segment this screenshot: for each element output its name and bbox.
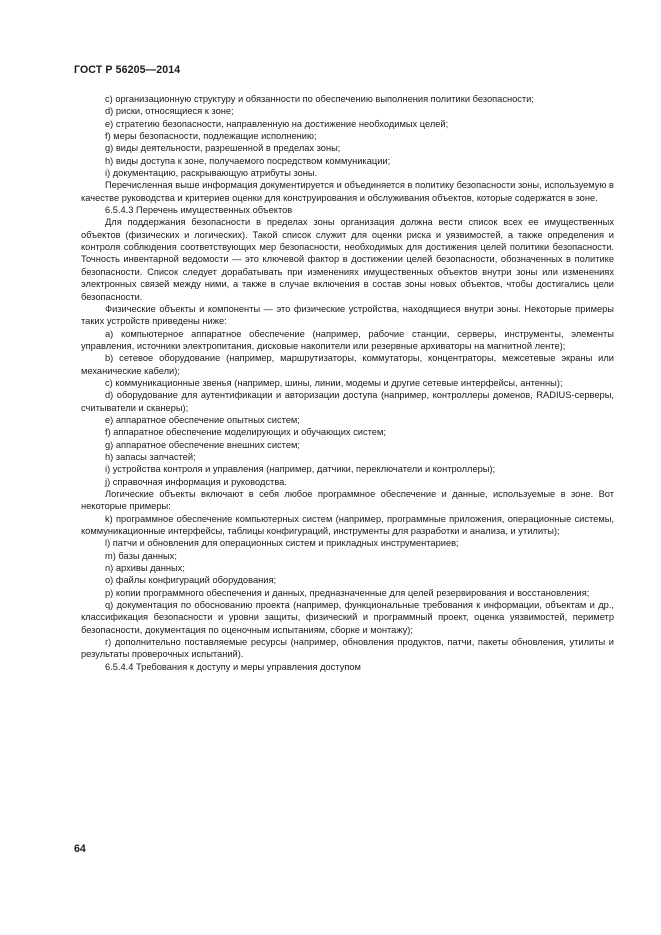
list-item-r: r) дополнительно поставляемые ресурсы (например, обновления продуктов, патчи, пакеты обновления, утилиты и результаты проверочных испытаний). [81,637,614,660]
list-item-f: f) меры безопасности, подлежащие исполнению; [105,131,317,142]
list-item-f2: f) аппаратное обеспечение моделирующих и обучающих систем; [105,427,386,438]
list-item-h: h) виды доступа к зоне, получаемого посредством коммуникации; [105,155,391,166]
list-item-h2: h) запасы запчастей; [105,451,196,462]
standard-header: ГОСТ Р 56205—2014 [74,64,181,76]
list-item-g2: g) аппаратное обеспечение внешних систем; [105,439,300,450]
paragraph-physical-objects: Физические объекты и компоненты — это физические устройства, находящиеся внутри зоны. Некоторые примеры таких устройств приведены ниже: [81,303,614,327]
paragraph-inventory: Для поддержания безопасности в пределах зоны организация должна вести список всех ее имущественных объектов (физических и логических). Такой список служит для оценки риска и уязвимостей, а также определения и контроля соблюдения соответствующих мер безопасности, необходимых для достижения целей политики безопасности. Точность инвентарной ведомости — это ключевой фактор в достижении целей безопасности, обозначенных в политике безопасности. Список следует дорабатывать при изменениях имущественных объектов внутри зоны или изменениях электронных связей между ними, а также в случае включения в состав зоны новых объектов, чтобы достигались цели безопасности. [81,217,614,302]
list-item-b: b) сетевое оборудование (например, маршрутизаторы, коммутаторы, концентраторы, межсетевые экраны или механические кабели); [81,353,614,376]
list-item-j: j) справочная информация и руководства. [105,476,287,487]
list-item-c: c) организационную структуру и обязанности по обеспечению выполнения политики безопасности; [105,94,534,104]
paragraph-summary: Перечисленная выше информация документируется и объединяется в политику безопасности зоны, используемую в качестве руководства и критериев оценки для конструирования и обслуживания объектов, которые содержатся в зоне. [81,180,614,203]
paragraph-logical-objects: Логические объекты включают в себя любое программное обеспечение и данные, используемые в зоне. Вот некоторые примеры: [81,489,614,512]
list-item-p: p) копии программного обеспечения и данных, предназначенные для целей резервирования и восстановления; [105,587,590,598]
list-item-k: k) программное обеспечение компьютерных систем (например, программные приложения, операционные системы, коммуникационные интерфейсы, таблицы конфигураций, инструменты для разработки и анализа, и утилиты); [81,513,614,537]
list-item-m: m) базы данных; [105,550,177,561]
list-item-i2: i) устройства контроля и управления (например, датчики, переключатели и контроллеры); [105,464,496,475]
page-number: 64 [74,843,86,855]
list-item-g: g) виды деятельности, разрешенной в пределах зоны; [105,143,341,154]
list-item-e2: e) аппаратное обеспечение опытных систем; [105,414,300,425]
section-heading-6-5-4-3: 6.5.4.3 Перечень имущественных объектов [105,205,293,216]
list-item-d: d) риски, относящиеся к зоне; [105,106,234,117]
list-item-q: q) документация по обоснованию проекта (например, функциональные требования к информации, объектам и др., классификация безопасности и уровни защиты, физический и программный проект, оценка уязвимостей, периметр безопасности, документация по оценочным испытаниям, сборке и монтажу); [81,600,614,635]
list-item-d2: d) оборудование для аутентификации и авторизации доступа (например, контроллеры доменов, RADIUS-серверы, считыватели и сканеры); [81,390,614,413]
document-body [81,93,614,673]
list-item-c2: c) коммуникационные звенья (например, шины, линии, модемы и другие сетевые интерфейсы, антенны); [105,377,563,388]
list-item-e: e) стратегию безопасности, направленную на достижение необходимых целей; [105,118,449,129]
list-item-o: o) файлы конфигураций оборудования; [105,575,277,586]
section-heading-6-5-4-4: 6.5.4.4 Требования к доступу и меры управления доступом [105,661,361,672]
list-item-l: l) патчи и обновления для операционных систем и прикладных инструментариев; [105,538,459,549]
list-item-n: n) архивы данных; [105,563,185,574]
list-item-i: i) документацию, раскрывающую атрибуты зоны. [105,168,318,179]
list-item-a: а) компьютерное аппаратное обеспечение (например, рабочие станции, серверы, инструменты, элементы управления, источники электропитания, дисковые накопители или резервные архиваторы на магнитной ленте); [81,328,614,351]
